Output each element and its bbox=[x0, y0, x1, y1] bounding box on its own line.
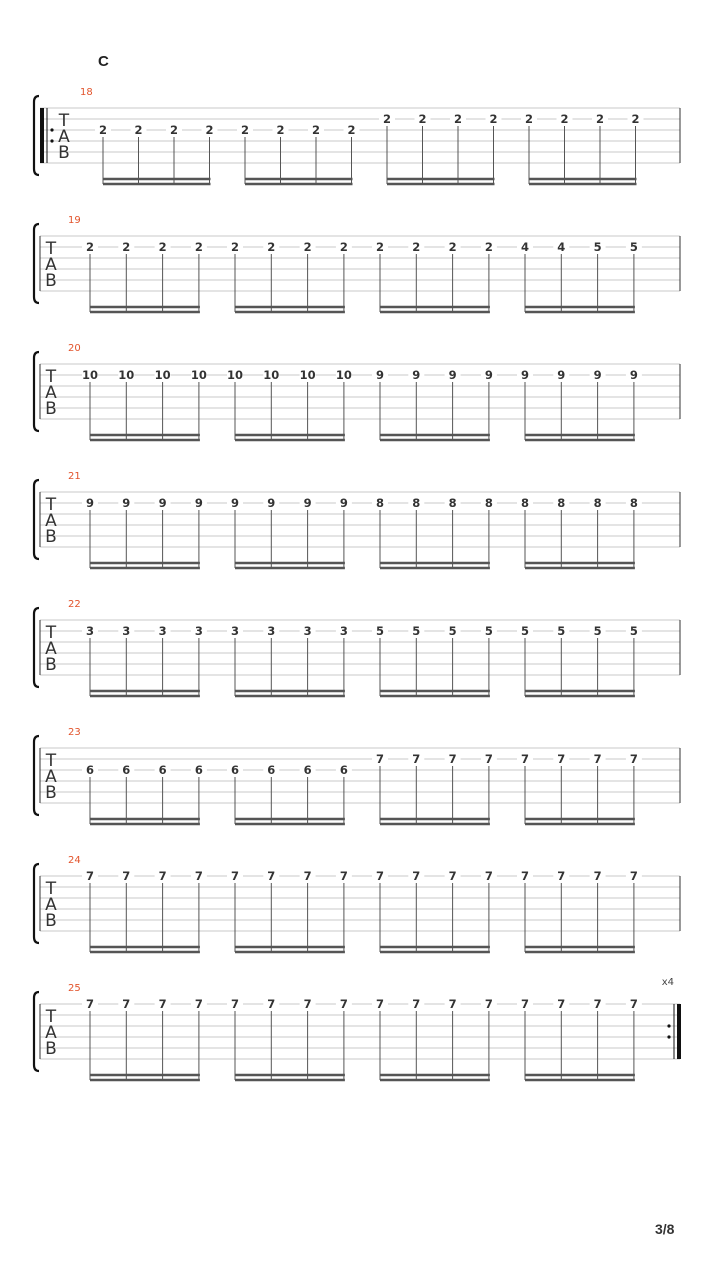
fret-number: 8 bbox=[484, 496, 493, 510]
fret-number: 7 bbox=[593, 869, 602, 883]
fret-number: 9 bbox=[629, 368, 638, 382]
fret-number: 2 bbox=[347, 123, 356, 137]
fret-number: 7 bbox=[375, 997, 385, 1011]
tab-system bbox=[34, 727, 680, 824]
tab-clef-letter: A bbox=[45, 383, 57, 403]
fret-number: 8 bbox=[412, 496, 421, 510]
fret-number: 2 bbox=[267, 240, 276, 254]
repeat-dot bbox=[667, 1035, 670, 1038]
fret-number: 7 bbox=[557, 752, 566, 766]
section-marker: C bbox=[98, 53, 109, 70]
fret-number: 9 bbox=[267, 496, 276, 510]
repeat-dot bbox=[667, 1024, 670, 1027]
fret-number: 7 bbox=[593, 997, 602, 1011]
fret-number: 7 bbox=[85, 997, 95, 1011]
tab-system bbox=[34, 977, 681, 1080]
tab-clef-letter: T bbox=[45, 623, 57, 643]
fret-number: 2 bbox=[375, 240, 385, 254]
tab-clef-letter: B bbox=[45, 527, 57, 547]
repeat-count: x4 bbox=[661, 977, 674, 988]
measure-number: 24 bbox=[68, 855, 81, 866]
fret-number: 7 bbox=[158, 997, 167, 1011]
fret-number: 8 bbox=[520, 496, 530, 510]
fret-number: 8 bbox=[557, 496, 566, 510]
tab-clef-letter: A bbox=[45, 255, 57, 275]
fret-number: 8 bbox=[448, 496, 457, 510]
fret-number: 7 bbox=[194, 997, 203, 1011]
fret-number: 5 bbox=[629, 240, 638, 254]
fret-number: 9 bbox=[448, 368, 457, 382]
fret-number: 2 bbox=[412, 240, 421, 254]
fret-number: 2 bbox=[339, 240, 348, 254]
fret-number: 2 bbox=[448, 240, 457, 254]
fret-number: 7 bbox=[267, 869, 276, 883]
fret-number: 5 bbox=[593, 240, 602, 254]
fret-number: 8 bbox=[593, 496, 602, 510]
fret-number: 10 bbox=[154, 368, 171, 382]
tab-clef-letter: A bbox=[45, 895, 57, 915]
fret-number: 9 bbox=[375, 368, 385, 382]
system-bracket bbox=[34, 864, 39, 943]
fret-number: 9 bbox=[520, 368, 530, 382]
fret-number: 2 bbox=[524, 112, 534, 126]
fret-number: 8 bbox=[629, 496, 638, 510]
fret-number: 7 bbox=[194, 869, 203, 883]
fret-number: 2 bbox=[122, 240, 131, 254]
fret-number: 3 bbox=[85, 624, 95, 638]
measure-number: 19 bbox=[68, 215, 81, 226]
fret-number: 5 bbox=[375, 624, 385, 638]
fret-number: 7 bbox=[412, 997, 421, 1011]
fret-number: 9 bbox=[85, 496, 95, 510]
fret-number: 5 bbox=[484, 624, 493, 638]
measure-number: 20 bbox=[68, 343, 81, 354]
fret-number: 7 bbox=[484, 869, 493, 883]
tab-clef-letter: T bbox=[45, 495, 57, 515]
fret-number: 10 bbox=[190, 368, 207, 382]
fret-number: 5 bbox=[412, 624, 421, 638]
tab-system bbox=[34, 215, 680, 312]
fret-number: 7 bbox=[230, 997, 240, 1011]
tab-clef-letter: T bbox=[45, 1007, 57, 1027]
fret-number: 3 bbox=[339, 624, 348, 638]
fret-number: 7 bbox=[339, 869, 348, 883]
fret-number: 7 bbox=[448, 752, 457, 766]
fret-number: 5 bbox=[520, 624, 530, 638]
fret-number: 10 bbox=[226, 368, 244, 382]
fret-number: 3 bbox=[158, 624, 167, 638]
fret-number: 6 bbox=[158, 763, 167, 777]
fret-number: 7 bbox=[122, 997, 131, 1011]
fret-number: 7 bbox=[520, 869, 530, 883]
fret-number: 7 bbox=[520, 752, 530, 766]
fret-number: 7 bbox=[85, 869, 95, 883]
fret-number: 7 bbox=[375, 869, 385, 883]
tab-clef-letter: A bbox=[45, 1023, 57, 1043]
fret-number: 9 bbox=[593, 368, 602, 382]
fret-number: 7 bbox=[484, 997, 493, 1011]
tab-clef-letter: B bbox=[45, 911, 57, 931]
fret-number: 7 bbox=[412, 869, 421, 883]
measure-number: 18 bbox=[80, 87, 93, 98]
fret-number: 2 bbox=[85, 240, 95, 254]
fret-number: 10 bbox=[118, 368, 135, 382]
fret-number: 3 bbox=[267, 624, 276, 638]
system-bracket bbox=[34, 352, 39, 431]
measure-number: 22 bbox=[68, 599, 81, 610]
fret-number: 9 bbox=[194, 496, 203, 510]
fret-number: 10 bbox=[299, 368, 316, 382]
fret-number: 2 bbox=[484, 240, 493, 254]
tab-system bbox=[34, 599, 680, 696]
system-bracket bbox=[34, 736, 39, 815]
fret-number: 2 bbox=[560, 112, 569, 126]
fret-number: 9 bbox=[230, 496, 240, 510]
tab-clef-letter: B bbox=[45, 271, 57, 291]
fret-number: 2 bbox=[134, 123, 143, 137]
tab-clef-letter: A bbox=[45, 511, 57, 531]
fret-number: 3 bbox=[230, 624, 240, 638]
fret-number: 2 bbox=[194, 240, 203, 254]
fret-number: 3 bbox=[194, 624, 203, 638]
tab-system bbox=[34, 855, 680, 952]
fret-number: 7 bbox=[339, 997, 348, 1011]
system-bracket bbox=[34, 96, 39, 175]
fret-number: 7 bbox=[520, 997, 530, 1011]
fret-number: 2 bbox=[205, 123, 214, 137]
fret-number: 2 bbox=[158, 240, 167, 254]
system-bracket bbox=[34, 480, 39, 559]
fret-number: 5 bbox=[448, 624, 457, 638]
fret-number: 6 bbox=[339, 763, 348, 777]
fret-number: 9 bbox=[122, 496, 131, 510]
fret-number: 9 bbox=[303, 496, 312, 510]
tab-clef-letter: B bbox=[45, 655, 57, 675]
fret-number: 2 bbox=[631, 112, 640, 126]
fret-number: 2 bbox=[240, 123, 250, 137]
fret-number: 5 bbox=[629, 624, 638, 638]
tab-clef-letter: T bbox=[58, 111, 70, 131]
tab-clef-letter: T bbox=[45, 879, 57, 899]
measure-number: 23 bbox=[68, 727, 81, 738]
system-bracket bbox=[34, 992, 39, 1071]
tab-clef-letter: B bbox=[45, 783, 57, 803]
fret-number: 7 bbox=[158, 869, 167, 883]
fret-number: 9 bbox=[484, 368, 493, 382]
repeat-end-thick-bar bbox=[677, 1004, 681, 1059]
fret-number: 5 bbox=[593, 624, 602, 638]
fret-number: 7 bbox=[557, 997, 566, 1011]
fret-number: 3 bbox=[303, 624, 312, 638]
page-number: 3/8 bbox=[655, 1221, 675, 1237]
fret-number: 7 bbox=[629, 752, 638, 766]
fret-number: 7 bbox=[448, 997, 457, 1011]
fret-number: 7 bbox=[230, 869, 240, 883]
fret-number: 6 bbox=[85, 763, 95, 777]
tab-clef-letter: B bbox=[45, 1039, 57, 1059]
fret-number: 7 bbox=[629, 869, 638, 883]
fret-number: 3 bbox=[122, 624, 131, 638]
fret-number: 2 bbox=[382, 112, 392, 126]
tab-clef-letter: A bbox=[58, 127, 70, 147]
fret-number: 9 bbox=[158, 496, 167, 510]
tab-system bbox=[34, 87, 680, 184]
fret-number: 6 bbox=[230, 763, 240, 777]
fret-number: 7 bbox=[412, 752, 421, 766]
tab-system bbox=[34, 471, 680, 568]
fret-number: 10 bbox=[263, 368, 280, 382]
fret-number: 10 bbox=[335, 368, 352, 382]
fret-number: 7 bbox=[484, 752, 493, 766]
tab-clef-letter: T bbox=[45, 367, 57, 387]
fret-number: 4 bbox=[557, 240, 566, 254]
fret-number: 2 bbox=[169, 123, 179, 137]
fret-number: 9 bbox=[557, 368, 566, 382]
tab-clef-letter: A bbox=[45, 767, 57, 787]
repeat-dot bbox=[50, 128, 53, 131]
fret-number: 2 bbox=[595, 112, 605, 126]
measure-number: 25 bbox=[68, 983, 81, 994]
fret-number: 2 bbox=[303, 240, 312, 254]
fret-number: 2 bbox=[276, 123, 285, 137]
fret-number: 7 bbox=[448, 869, 457, 883]
fret-number: 7 bbox=[629, 997, 638, 1011]
fret-number: 2 bbox=[453, 112, 463, 126]
fret-number: 7 bbox=[303, 869, 312, 883]
fret-number: 7 bbox=[593, 752, 602, 766]
fret-number: 7 bbox=[557, 869, 566, 883]
system-bracket bbox=[34, 608, 39, 687]
fret-number: 7 bbox=[375, 752, 385, 766]
fret-number: 7 bbox=[267, 997, 276, 1011]
fret-number: 7 bbox=[303, 997, 312, 1011]
tab-clef-letter: A bbox=[45, 639, 57, 659]
fret-number: 9 bbox=[412, 368, 421, 382]
fret-number: 6 bbox=[303, 763, 312, 777]
tab-clef-letter: T bbox=[45, 751, 57, 771]
fret-number: 2 bbox=[418, 112, 427, 126]
tab-clef-letter: B bbox=[58, 143, 70, 163]
tab-clef-letter: B bbox=[45, 399, 57, 419]
fret-number: 5 bbox=[557, 624, 566, 638]
fret-number: 10 bbox=[81, 368, 99, 382]
fret-number: 6 bbox=[194, 763, 203, 777]
fret-number: 4 bbox=[520, 240, 530, 254]
fret-number: 9 bbox=[339, 496, 348, 510]
fret-number: 2 bbox=[230, 240, 240, 254]
system-bracket bbox=[34, 224, 39, 303]
measure-number: 21 bbox=[68, 471, 81, 482]
fret-number: 6 bbox=[267, 763, 276, 777]
fret-number: 2 bbox=[489, 112, 498, 126]
tab-clef-letter: T bbox=[45, 239, 57, 259]
fret-number: 6 bbox=[122, 763, 131, 777]
repeat-start-thick-bar bbox=[40, 108, 44, 163]
tab-system bbox=[34, 343, 680, 440]
fret-number: 7 bbox=[122, 869, 131, 883]
fret-number: 8 bbox=[375, 496, 385, 510]
fret-number: 2 bbox=[98, 123, 108, 137]
repeat-dot bbox=[50, 139, 53, 142]
fret-number: 2 bbox=[311, 123, 321, 137]
